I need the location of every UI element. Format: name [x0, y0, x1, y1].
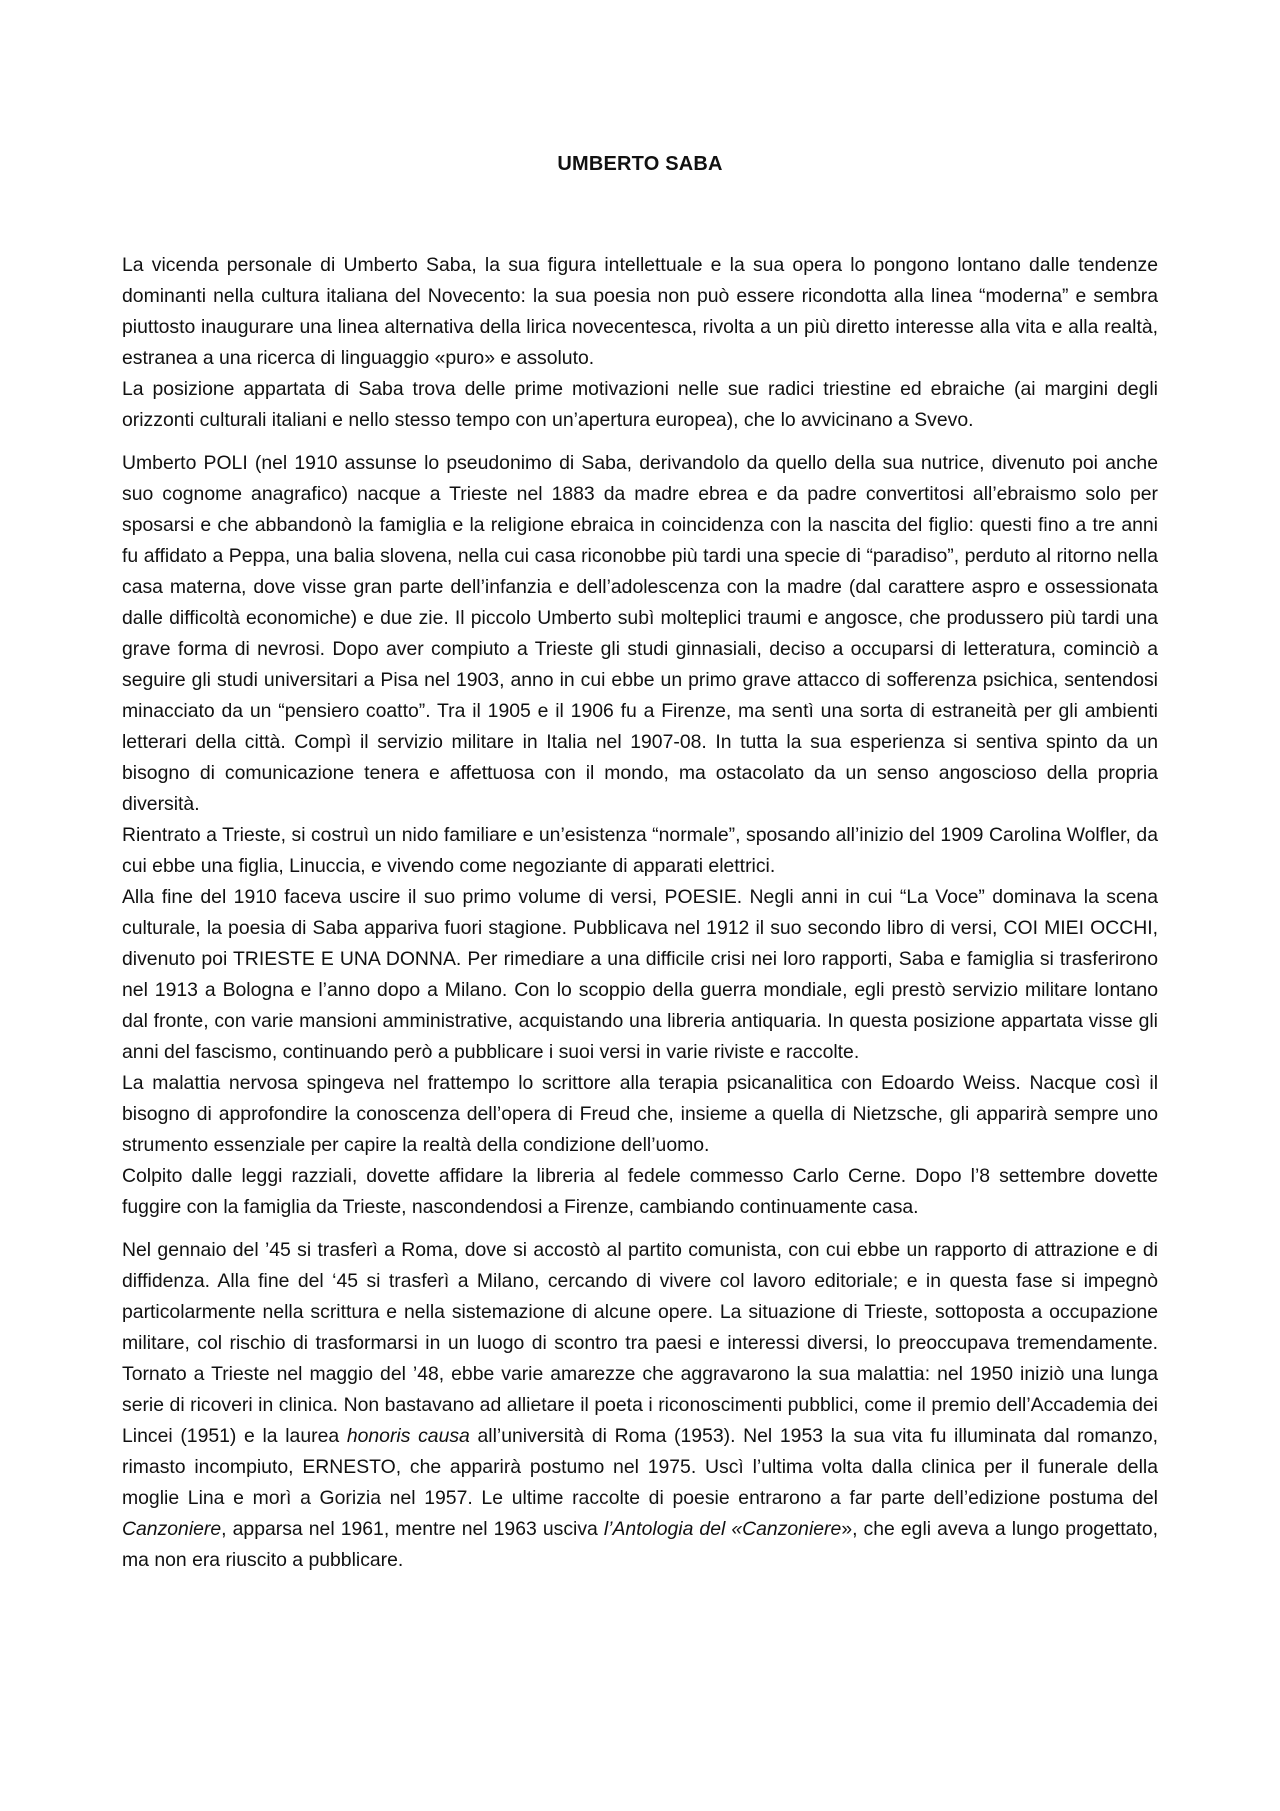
later-life-italic-antologia: l’Antologia del «Canzoniere	[603, 1518, 842, 1540]
paragraph-later-life	[122, 1235, 1158, 1576]
paragraph-return-trieste: Rientrato a Trieste, si costruì un nido familiare e un’esistenza “normale”, sposando all’inizio del 1909 Carolina Wolfler, da cui ebbe una figlia, Linuccia, e vivendo come negoziante di apparati elettrici.	[122, 824, 1158, 877]
paragraph-first-works: Alla fine del 1910 faceva uscire il suo primo volume di versi, POESIE. Negli anni in cui “La Voce” dominava la scena culturale, la poesia di Saba appariva fuori stagione. Pubblicava nel 1912 il suo secondo libro di versi, COI MIEI OCCHI, divenuto poi TRIESTE E UNA DONNA. Per rimediare a una difficile crisi nei loro rapporti, Saba e famiglia si trasferirono nel 1913 a Bologna e l’anno dopo a Milano. Con lo scoppio della guerra mondiale, egli prestò servizio militare lontano dal fronte, con varie mansioni amministrative, acquistando una libreria antiquaria. In questa posizione appartata visse gli anni del fascismo, continuando però a pubblicare i suoi versi in varie riviste e raccolte.	[122, 886, 1158, 1063]
later-life-text-2: all’università di Roma (1953). Nel 1953 la sua vita fu illuminata dal romanzo, rimasto incompiuto, ERNESTO, che apparirà postumo nel 1975. Uscì l’ultima volta dalla clinica per il funerale della moglie Lina e morì a Gorizia nel 1957. Le ultime raccolte di poesie entrarono a far parte dell’edizione postuma del	[122, 1425, 1158, 1509]
later-life-italic-honoris: honoris causa	[346, 1425, 470, 1447]
paragraph-racial-laws: Colpito dalle leggi razziali, dovette affidare la libreria al fedele commesso Carlo Cerne. Dopo l’8 settembre dovette fuggire con la famiglia da Trieste, nascondendosi a Firenze, cambiando continuamente casa.	[122, 1165, 1158, 1218]
later-life-italic-canzoniere: Canzoniere	[122, 1518, 222, 1540]
paragraph-biography: Umberto POLI (nel 1910 assunse lo pseudonimo di Saba, derivandolo da quello della sua nutrice, divenuto poi anche suo cognome anagrafico) nacque a Trieste nel 1883 da madre ebrea e da padre convertitosi all’ebraismo solo per sposarsi e che abbandonò la famiglia e la religione ebraica in coincidenza con la nascita del figlio: questi fino a tre anni fu affidato a Peppa, una balia slovena, nella cui casa riconobbe più tardi una specie di “paradiso”, perduto al ritorno nella casa materna, dove visse gran parte dell’infanzia e dell’adolescenza con la madre (dal carattere aspro e ossessionata dalle difficoltà economiche) e due zie. Il piccolo Umberto subì molteplici traumi e angosce, che produssero più tardi una grave forma di nevrosi. Dopo aver compiuto a Trieste gli studi ginnasiali, deciso a occuparsi di letteratura, cominciò a seguire gli studi universitari a Pisa nel 1903, anno in cui ebbe un primo grave attacco di sofferenza psichica, sentendosi minacciato da un “pensiero coatto”. Tra il 1905 e il 1906 fu a Firenze, ma sentì una sorta di estraneità per gli ambienti letterari della città. Compì il servizio militare in Italia nel 1907-08. In tutta la sua esperienza si sentiva spinto da un bisogno di comunicazione tenera e affettuosa con il mondo, ma ostacolato da un senso angoscioso della propria diversità.	[122, 452, 1158, 815]
paragraph-intro: La vicenda personale di Umberto Saba, la sua figura intellettuale e la sua opera lo pongono lontano dalle tendenze dominanti nella cultura italiana del Novecento: la sua poesia non può essere ricondotta alla linea “moderna” e sembra piuttosto inaugurare una linea alternativa della lirica novecentesca, rivolta a un più diretto interesse alla vita e alla realtà, estranea a una ricerca di linguaggio «puro» e assoluto.	[122, 254, 1158, 369]
later-life-text-4: », che egli aveva a lungo progettato, ma non era riuscito a pubblicare.	[122, 1518, 1158, 1571]
later-life-text-1: Nel gennaio del ’45 si trasferì a Roma, dove si accostò al partito comunista, con cui ebbe un rapporto di attrazione e di diffidenza. Alla fine del ‘45 si trasferì a Milano, cercando di vivere col lavoro editoriale; e in questa fase si impegnò particolarmente nella scrittura e nella sistemazione di alcune opere. La situazione di Trieste, sottoposta a occupazione militare, col rischio di trasformarsi in un luogo di scontro tra paesi e interessi diversi, lo preoccupava tremendamente. Tornato a Trieste nel maggio del ’48, ebbe varie amarezze che aggravarono la sua malattia: nel 1950 iniziò una lunga serie di ricoveri in clinica. Non bastavano ad allietare il poeta i riconoscimenti pubblici, come il premio dell’Accademia dei Lincei (1951) e la laurea	[122, 1239, 1158, 1447]
later-life-text-3: , apparsa nel 1961, mentre nel 1963 usciva	[221, 1518, 604, 1540]
paragraph-psychoanalysis: La malattia nervosa spingeva nel frattempo lo scrittore alla terapia psicanalitica con Edoardo Weiss. Nacque così il bisogno di approfondire la conoscenza dell’opera di Freud che, insieme a quella di Nietzsche, gli apparirà sempre uno strumento essenziale per capire la realtà della condizione dell’uomo.	[122, 1072, 1158, 1156]
paragraph-position: La posizione appartata di Saba trova delle prime motivazioni nelle sue radici triestine ed ebraiche (ai margini degli orizzonti culturali italiani e nello stesso tempo con un’apertura europea), che lo avvicinano a Svevo.	[122, 378, 1158, 431]
document-body	[122, 250, 1158, 1576]
page-title: UMBERTO SABA	[557, 153, 723, 175]
